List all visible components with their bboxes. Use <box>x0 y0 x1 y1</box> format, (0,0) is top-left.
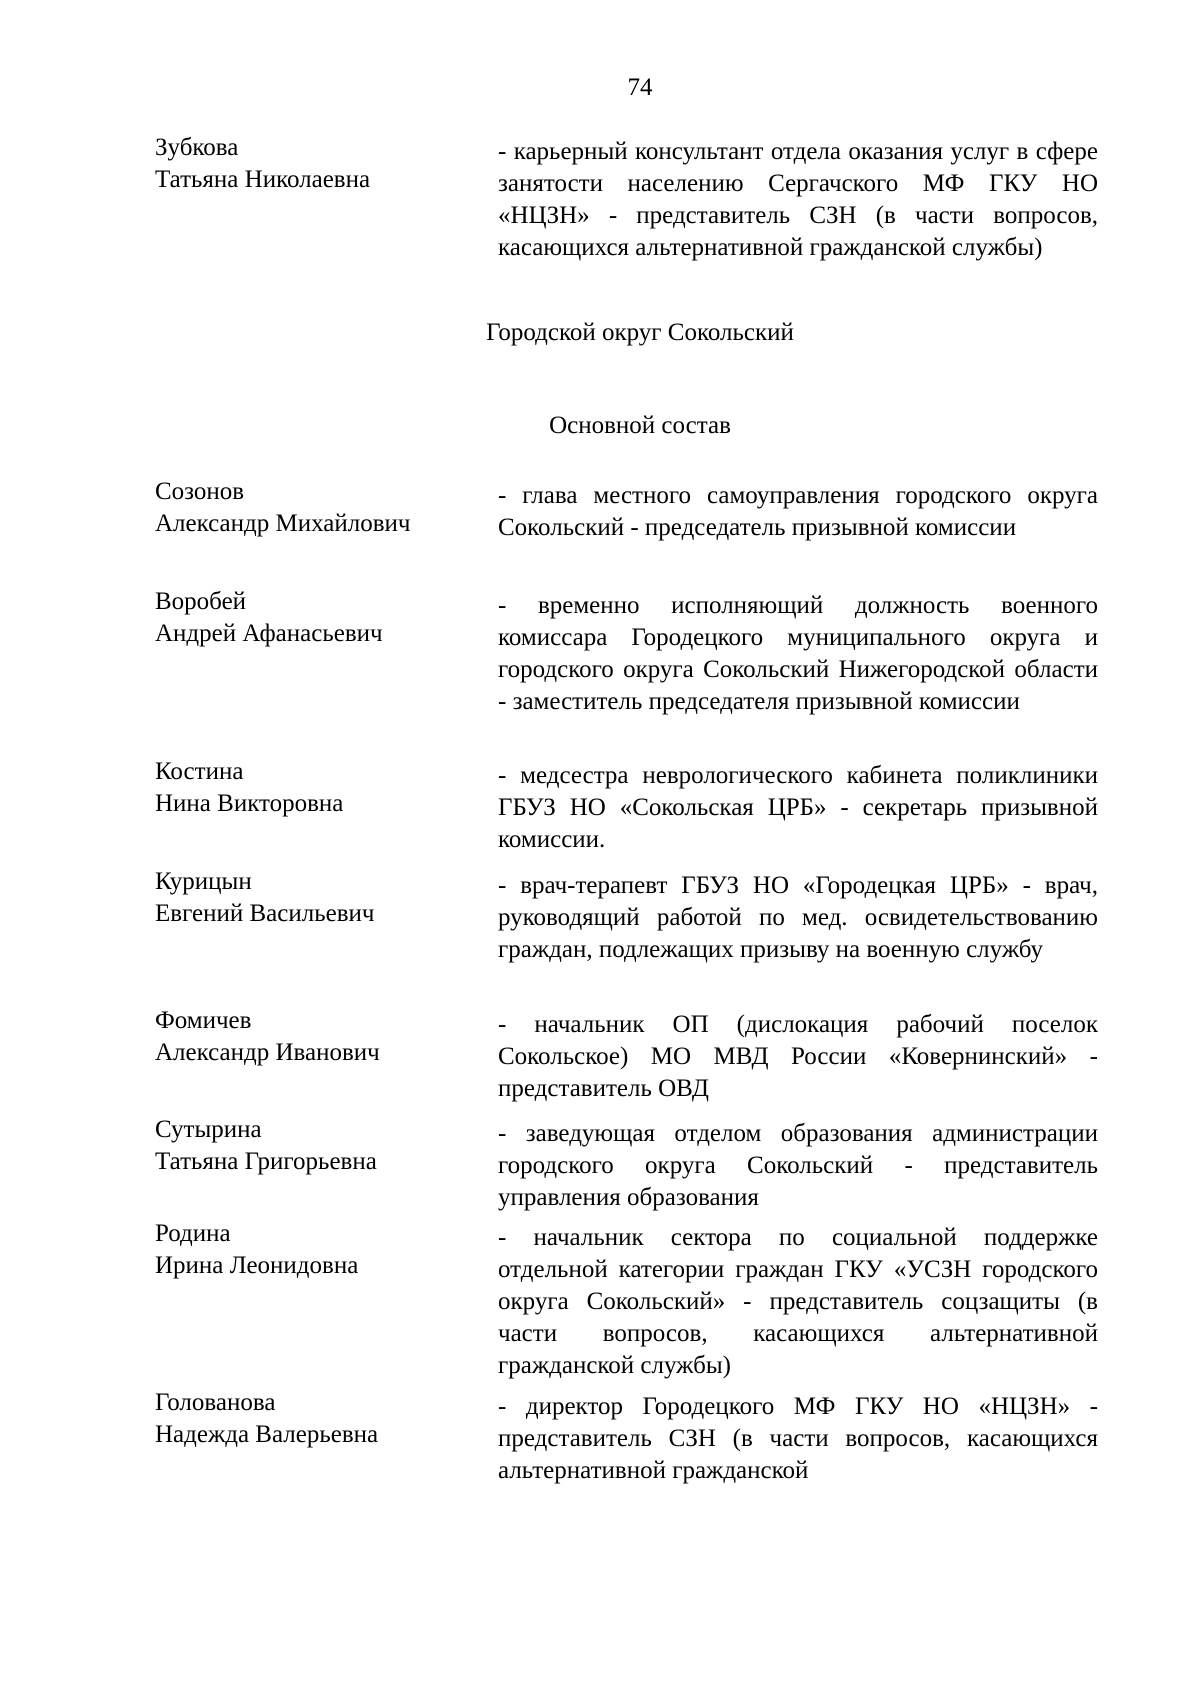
member-role: - заведующая отделом образования администрации городского округа Сокольский - представитель управления образования <box>498 1120 1098 1211</box>
member-surname: Зубкова <box>155 134 239 161</box>
member-surname: Созонов <box>155 478 245 505</box>
member-name <box>155 756 485 820</box>
member-role: - временно исполняющий должность военного комиссара Городецкого муниципального округа и городского округа Сокольский Нижегородской области - заместитель председателя призывной комиссии <box>498 592 1098 715</box>
member-given-names: Ирина Леонидовна <box>155 1252 359 1279</box>
member-name <box>155 586 485 650</box>
member-given-names: Татьяна Николаевна <box>155 166 371 193</box>
member-given-names: Андрей Афанасьевич <box>155 620 383 647</box>
member-name <box>155 1218 485 1282</box>
member-given-names: Александр Иванович <box>155 1039 380 1066</box>
member-given-names: Надежда Валерьевна <box>155 1421 379 1448</box>
member-role: - начальник сектора по социальной поддержке отдельной категории граждан ГКУ «УСЗН городского округа Сокольский» - представитель соцзащиты (в части вопросов, касающихся альтернативной гражданской службы) <box>498 1224 1098 1379</box>
member-given-names: Александр Михайлович <box>155 510 411 537</box>
member-name <box>155 132 485 196</box>
member-role: - карьерный консультант отдела оказания услуг в сфере занятости населению Сергачского МФ ГКУ НО «НЦЗН» - представитель СЗН (в части вопросов, касающихся альтернативной гражданской службы) <box>498 138 1098 261</box>
member-surname: Костина <box>155 758 244 785</box>
section-heading: Основной состав <box>549 412 731 439</box>
member-role: - директор Городецкого МФ ГКУ НО «НЦЗН» - представитель СЗН (в части вопросов, касающихся альтернативной гражданской <box>498 1393 1098 1484</box>
member-name <box>155 476 485 540</box>
member-given-names: Нина Викторовна <box>155 790 344 817</box>
member-name <box>155 1114 485 1178</box>
member-name <box>155 1005 485 1069</box>
district-heading: Городской округ Сокольский <box>486 319 794 346</box>
member-given-names: Татьяна Григорьевна <box>155 1148 377 1175</box>
member-surname: Сутырина <box>155 1116 262 1143</box>
member-role: - глава местного самоуправления городского округа Сокольский - председатель призывной комиссии <box>498 482 1098 541</box>
member-given-names: Евгений Васильевич <box>155 900 375 927</box>
member-surname: Воробей <box>155 588 247 615</box>
member-role: - врач-терапевт ГБУЗ НО «Городецкая ЦРБ» - врач, руководящий работой по мед. освидетельствованию граждан, подлежащих призыву на военную службу <box>498 872 1098 963</box>
member-role: - медсестра неврологического кабинета поликлиники ГБУЗ НО «Сокольская ЦРБ» - секретарь призывной комиссии. <box>498 762 1098 853</box>
member-surname: Курицын <box>155 868 252 895</box>
member-surname: Родина <box>155 1220 231 1247</box>
member-name <box>155 866 485 930</box>
member-surname: Голованова <box>155 1389 276 1416</box>
member-surname: Фомичев <box>155 1007 252 1034</box>
page-number: 74 <box>627 74 653 101</box>
member-name <box>155 1387 485 1451</box>
member-role: - начальник ОП (дислокация рабочий поселок Сокольское) МО МВД России «Ковернинский» - представитель ОВД <box>498 1011 1098 1102</box>
